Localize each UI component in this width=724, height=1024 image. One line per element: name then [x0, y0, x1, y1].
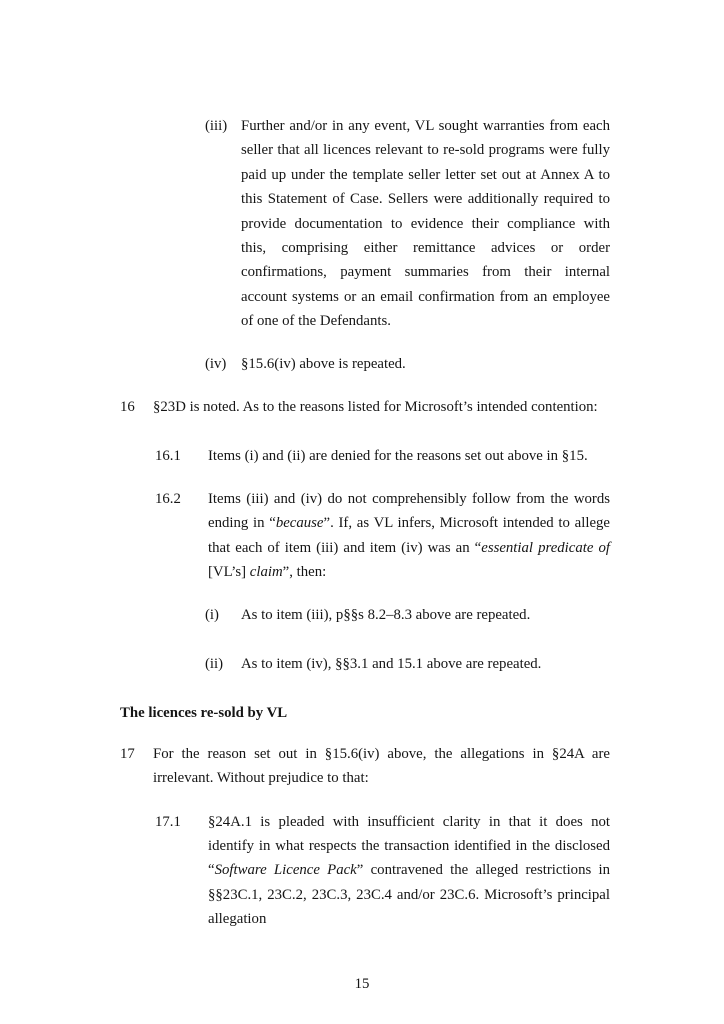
paragraph-16-1	[155, 444, 610, 468]
paragraph-17	[120, 742, 610, 791]
paragraph-17-1	[155, 810, 610, 932]
paragraph-number-16-1: 16.1	[155, 448, 181, 465]
paragraph-16	[120, 395, 610, 419]
list-marker-iii: (iii)	[205, 118, 228, 134]
paragraph-text-16: §23D is noted. As to the reasons listed for Microsoft’s intended contention:	[153, 399, 598, 416]
paragraph-text-i: As to item (iii), p§§s 8.2–8.3 above are repeated.	[241, 606, 531, 623]
paragraph-text-17-1: §24A.1 is pleaded with insufficient clarity in that it does not identify in what respects the transaction identified in the disclosed “Software Licence Pack” contravened the alleged restrictions in §§23C.1, 23C.2, 23C.3, 23C.4 and/or 23C.6. Microsoft’s principal allegation	[208, 813, 611, 928]
page-number: 15	[354, 975, 370, 992]
list-item-iii	[205, 114, 610, 334]
list-marker-iv: (iv)	[205, 355, 227, 372]
list-item-ii	[205, 652, 610, 676]
paragraph-number-17: 17	[120, 745, 135, 762]
paragraph-number-16: 16	[120, 399, 135, 416]
list-marker-i: (i)	[205, 606, 219, 623]
paragraph-text-iii: Further and/or in any event, VL sought warranties from each seller that all licences relevant to re-sold programs were fully paid up under the template seller letter set out at Annex A to this Statement of Case. Sellers were additionally required to provide documentation to evidence their compliance with this, comprising either remittance advices or order confirmations, payment summaries from their internal account systems or an email confirmation from an employee of one of the Defendants.	[241, 118, 610, 330]
list-item-i	[205, 603, 610, 627]
paragraph-text-ii: As to item (iv), §§3.1 and 15.1 above are repeated.	[241, 655, 542, 672]
paragraph-number-17-1: 17.1	[155, 813, 181, 830]
list-item-iv	[205, 352, 610, 376]
list-marker-ii: (ii)	[205, 655, 224, 672]
paragraph-text-16-1: Items (i) and (ii) are denied for the reasons set out above in §15.	[208, 448, 588, 465]
paragraph-text-iv: §15.6(iv) above is repeated.	[241, 355, 406, 372]
paragraph-text-17: For the reason set out in §15.6(iv) above, the allegations in §24A are irrelevant. Without prejudice to that:	[153, 745, 610, 787]
paragraph-text-16-2: Items (iii) and (iv) do not comprehensibly follow from the words ending in “because”. If, as VL infers, Microsoft intended to allege that each of item (iii) and item (iv) was an “essential predicate of [VL’s] claim”, then:	[208, 490, 610, 581]
paragraph-16-2	[155, 487, 610, 585]
paragraph-number-16-2: 16.2	[155, 490, 181, 507]
section-heading: The licences re-sold by VL	[120, 705, 288, 722]
